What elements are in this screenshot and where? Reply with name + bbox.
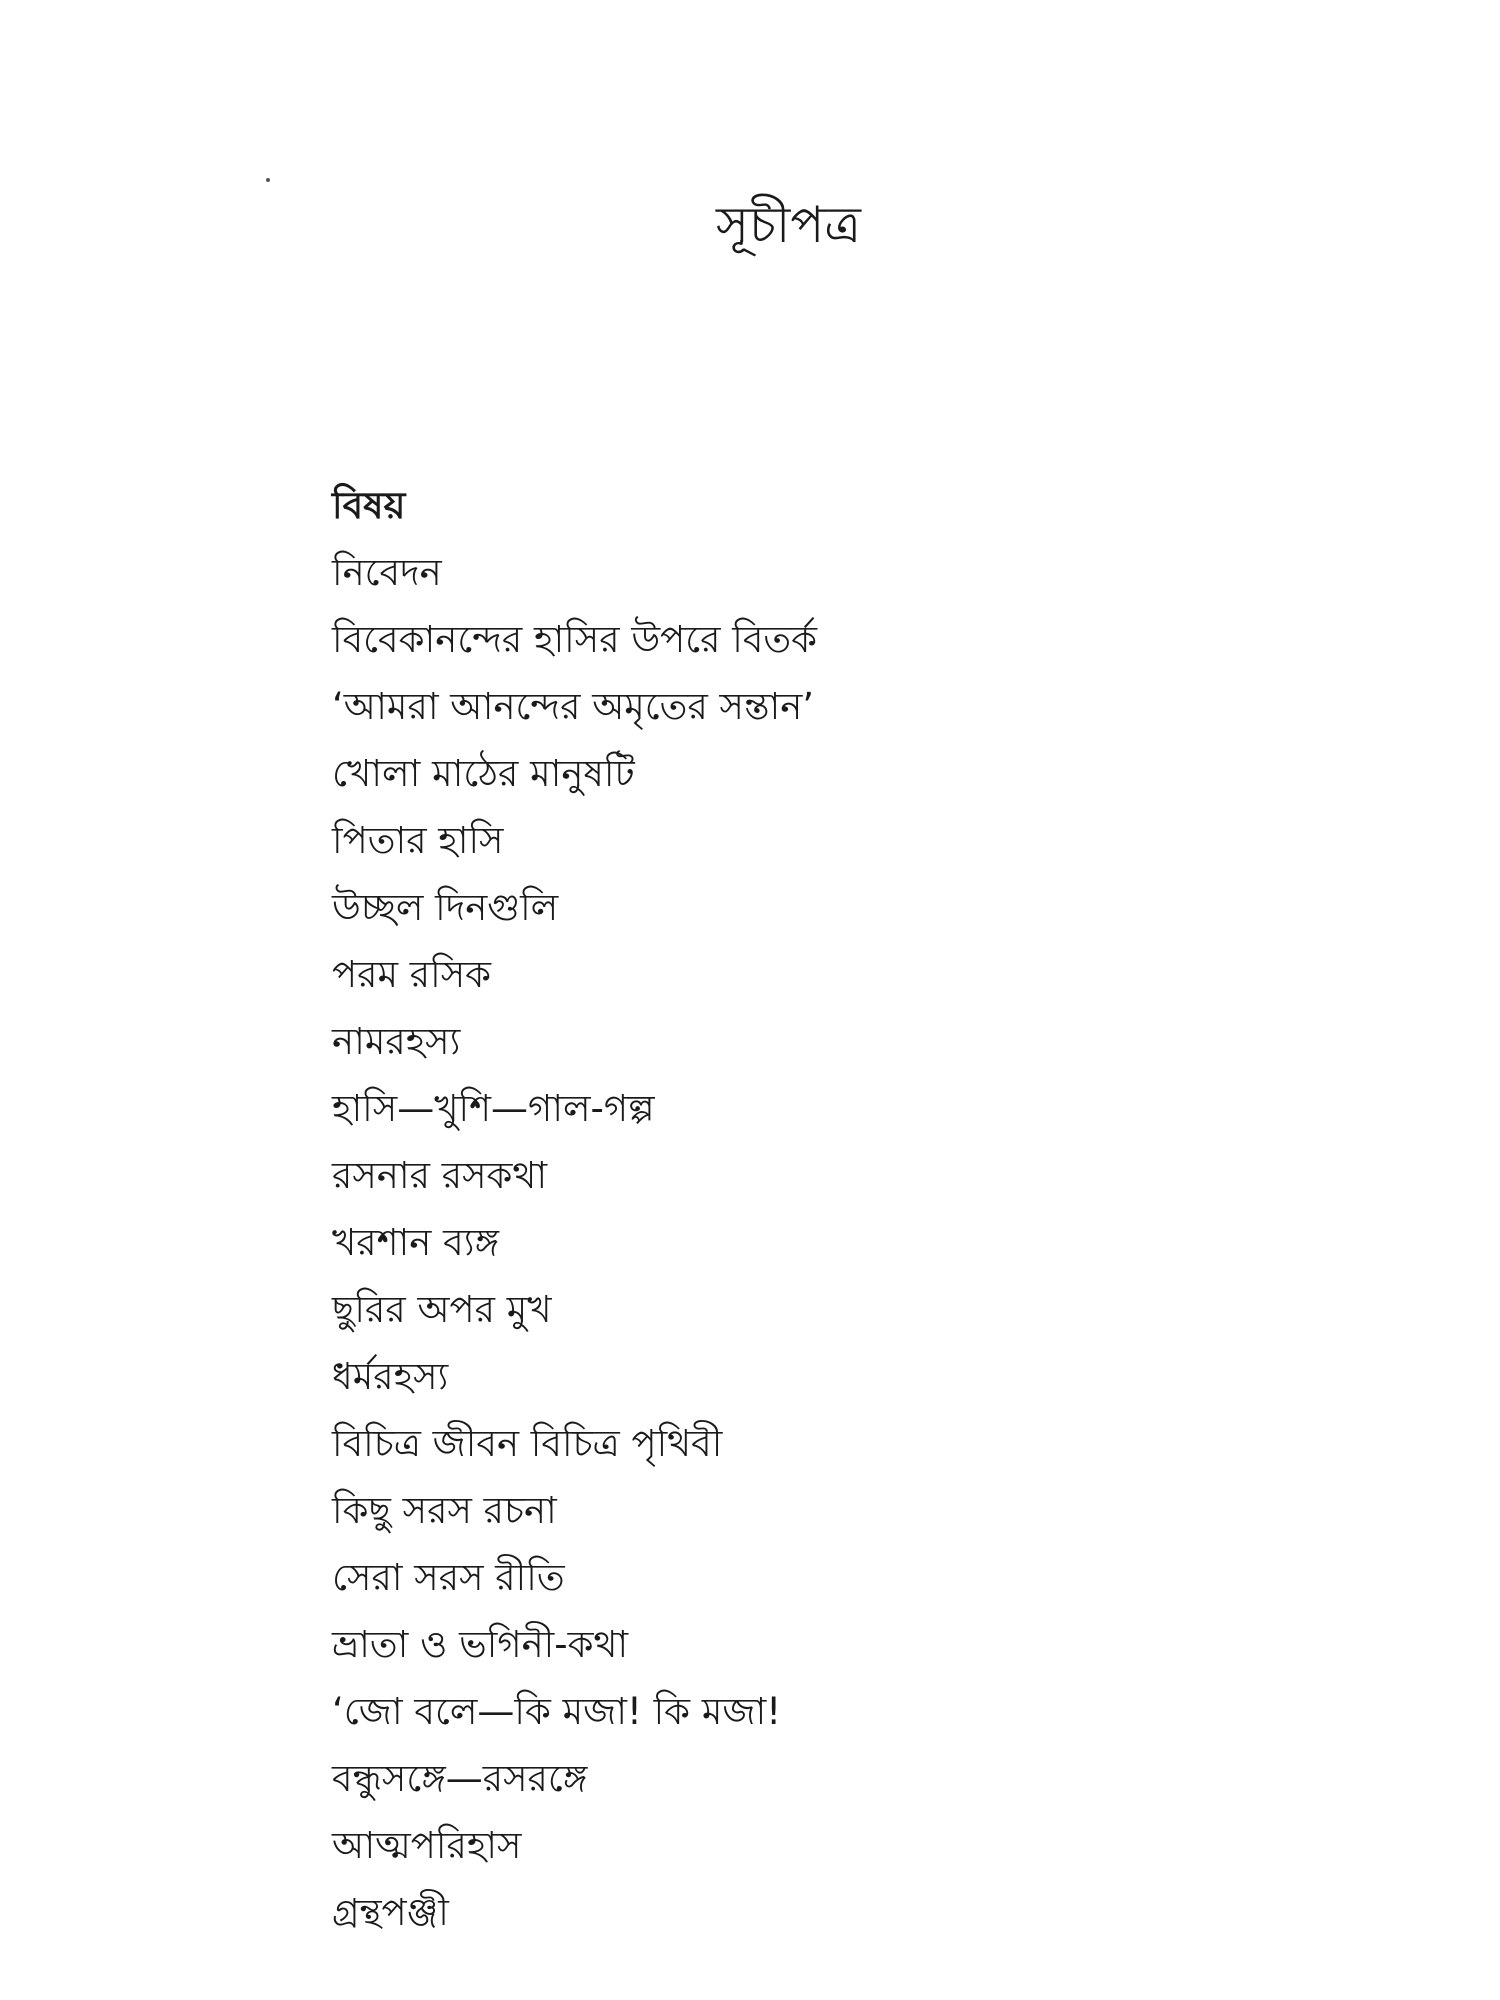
print-speck	[266, 178, 270, 182]
list-item: গ্রন্থপঞ্জী	[332, 1891, 449, 1934]
list-item: ধর্মরহস্য	[332, 1355, 449, 1398]
list-item: ‘আমরা আনন্দের অমৃতের সন্তান’	[332, 685, 815, 728]
list-item: রসনার রসকথা	[332, 1154, 548, 1197]
list-item: উচ্ছল দিনগুলি	[332, 886, 559, 929]
list-item: সেরা সরস রীতি	[332, 1556, 565, 1599]
list-item: বিচিত্র জীবন বিচিত্র পৃথিবী	[332, 1422, 723, 1465]
list-item: পিতার হাসি	[332, 819, 504, 862]
list-item: ছুরির অপর মুখ	[332, 1288, 552, 1331]
list-item: খোলা মাঠের মানুষটি	[332, 752, 635, 795]
page-title: সূচীপত্র	[716, 196, 861, 254]
list-item: ‘জো বলে—কি মজা! কি মজা!	[332, 1690, 782, 1733]
list-item: আত্মপরিহাস	[332, 1824, 522, 1867]
list-item: বিবেকানন্দের হাসির উপরে বিতর্ক	[332, 618, 818, 661]
column-header: বিষয়	[332, 484, 406, 527]
list-item: নামরহস্য	[332, 1020, 461, 1063]
list-item: খরশান ব্যঙ্গ	[332, 1221, 499, 1264]
list-item: ভ্রাতা ও ভগিনী-কথা	[332, 1623, 629, 1666]
list-item: পরম রসিক	[332, 953, 492, 996]
list-item: বন্ধুসঙ্গে—রসরঙ্গে	[332, 1757, 588, 1800]
list-item: নিবেদন	[332, 551, 442, 594]
list-item: হাসি—খুশি—গাল-গল্প	[332, 1087, 655, 1130]
list-item: কিছু সরস রচনা	[332, 1489, 557, 1532]
table-of-contents	[332, 472, 1232, 1946]
